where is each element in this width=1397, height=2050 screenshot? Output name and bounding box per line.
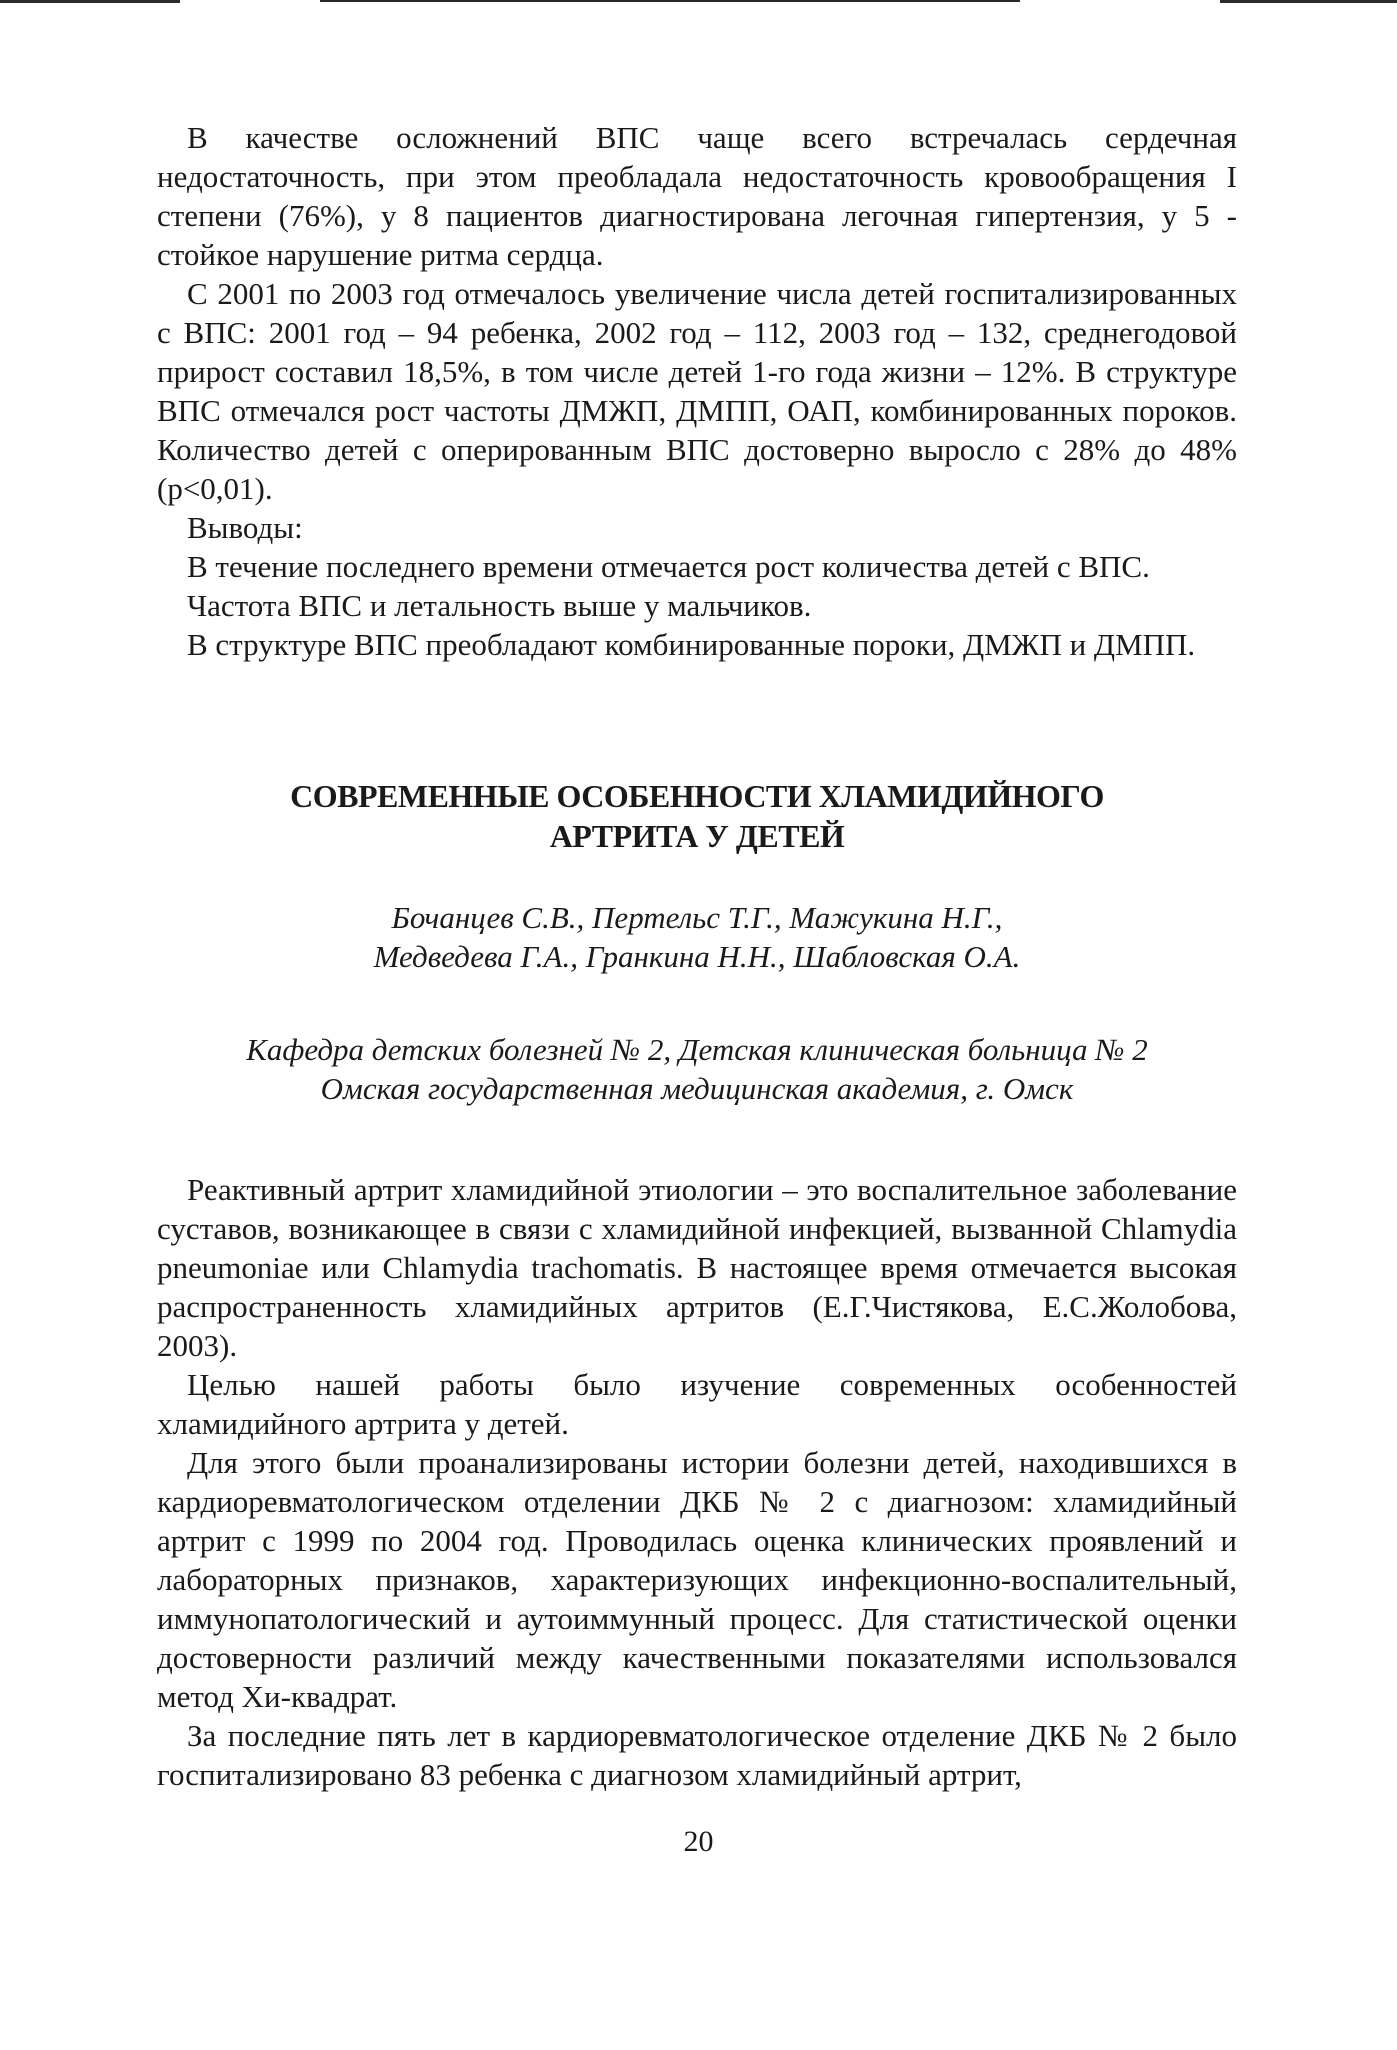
paragraph-hospitalization-trend: С 2001 по 2003 год отмечалось увеличение числа детей госпитализированных с ВПС: 2001 год – 94 ребенка, 2002 год – 112, 2003 год – 132, среднегодовой прирост составил 18,5%, в том числе детей 1-го года жизни – 12%. В структуре ВПС отмечался рост частоты ДМЖП, ДМПП, ОАП, комбинированных пороков. Количество детей с оперированным ВПС достоверно выросло с 28% до 48% (p<0,01). (157, 276, 1237, 506)
paragraph-methods: Для этого были проанализированы истории болезни детей, находившихся в кардиоревматологическом отделении ДКБ № 2 с диагнозом: хламидийный артрит с 1999 по 2004 год. Проводилась оценка клинических проявлений и лабораторных признаков, характеризующих инфекционно-воспалительный, иммунопатологический и аутоиммунный процесс. Для статистической оценки достоверности различий между качественными показателями использовался метод Хи-квадрат. (157, 1445, 1237, 1714)
authors-line-1: Бочанцев С.В., Пертельс Т.Г., Мажукина Н.Г., (391, 900, 1003, 935)
paragraph-conclusion-3: В структуре ВПС преобладают комбинированные пороки, ДМЖП и ДМПП. (187, 627, 1196, 662)
paragraph-conclusion-2: Частота ВПС и летальность выше у мальчиков. (187, 588, 812, 623)
top-rule-right (1220, 0, 1397, 3)
article-affiliation (157, 1030, 1237, 1108)
paragraph-conclusion-1: В течение последнего времени отмечается рост количества детей с ВПС. (187, 549, 1150, 584)
affiliation-line-2: Омская государственная медицинская академия, г. Омск (320, 1071, 1074, 1106)
paragraph-conclusions-heading: Выводы: (187, 510, 303, 545)
paragraph-complications: В качестве осложнений ВПС чаще всего встречалась сердечная недостаточность, при этом преобладала недостаточность кровообращения I степени (76%), у 8 пациентов диагностирована легочная гипертензия, у 5 - стойкое нарушение ритма сердца. (157, 120, 1237, 272)
top-rule-left (0, 0, 180, 3)
article-title (157, 776, 1237, 856)
paragraph-aim: Целью нашей работы было изучение современных особенностей хламидийного артрита у детей. (157, 1367, 1237, 1441)
article-authors (157, 898, 1237, 976)
article-body (157, 1170, 1237, 1794)
page-number: 20 (683, 1825, 714, 1858)
paragraph-introduction: Реактивный артрит хламидийной этиологии – это воспалительное заболевание суставов, возникающее в связи с хламидийной инфекцией, вызванной Chlamydia pneumoniae или Chlamydia trachomatis. В настоящее время отмечается высокая распространенность хламидийных артритов (Е.Г.Чистякова, Е.С.Жолобова, 2003). (157, 1172, 1237, 1363)
affiliation-line-1: Кафедра детских болезней № 2, Детская клиническая больница № 2 (246, 1032, 1148, 1067)
authors-line-2: Медведева Г.А., Гранкина Н.Н., Шабловская О.А. (373, 939, 1021, 974)
article-title-line-2: АРТРИТА У ДЕТЕЙ (549, 818, 845, 854)
top-rule-center (320, 0, 1020, 2)
article-title-line-1: СОВРЕМЕННЫЕ ОСОБЕННОСТИ ХЛАМИДИЙНОГО (290, 778, 1104, 814)
page-content (157, 118, 1237, 1794)
paragraph-results: За последние пять лет в кардиоревматологическое отделение ДКБ № 2 было госпитализировано 83 ребенка с диагнозом хламидийный артрит, (157, 1718, 1237, 1792)
